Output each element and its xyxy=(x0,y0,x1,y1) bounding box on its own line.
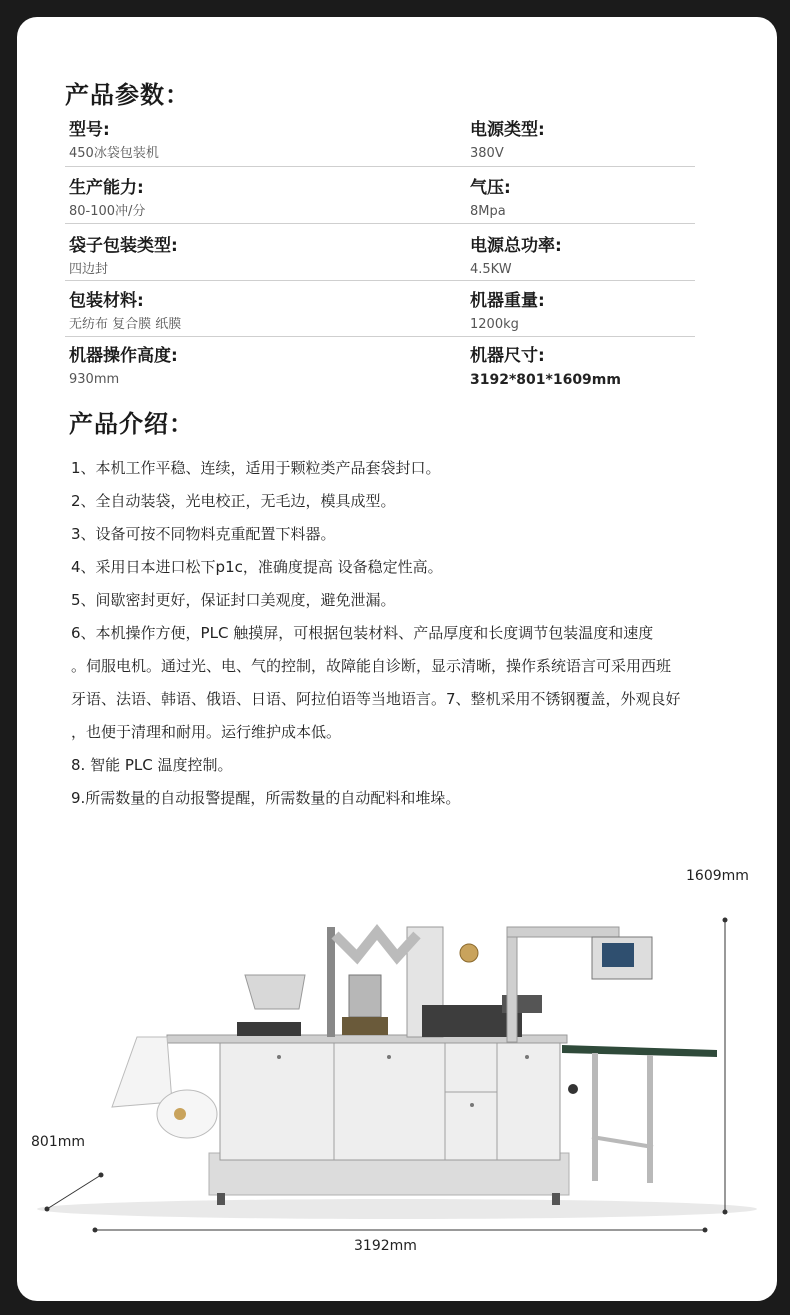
intro-line: 5、间歇密封更好，保证封口美观度，避免泄漏。 xyxy=(71,591,396,609)
sealing-head xyxy=(349,975,381,1017)
film-roll xyxy=(460,944,478,962)
param-capacity xyxy=(69,177,369,222)
floor-shadow xyxy=(37,1199,757,1219)
param-bag-type xyxy=(69,235,369,280)
intro-line: 牙语、法语、韩语、俄语、日语、阿拉伯语等当地语言。7、整机采用不锈钢覆盖，外观良好 xyxy=(71,690,681,708)
param-model xyxy=(69,119,369,164)
intro-line: ，也便于清理和耐用。运行维护成本低。 xyxy=(71,723,342,741)
param-label: 机器尺寸: xyxy=(470,346,545,366)
param-air-pressure xyxy=(470,177,770,222)
intro-title: 产品介绍： xyxy=(69,410,194,438)
foot xyxy=(552,1193,560,1205)
param-value: 无纺布 复合膜 纸膜 xyxy=(69,317,182,332)
intro-line: 9.所需数量的自动报警提醒，所需数量的自动配料和堆垛。 xyxy=(71,789,461,807)
params-title: 产品参数： xyxy=(65,81,190,109)
intro-line: 。伺服电机。通过光、电、气的控制，故障能自诊断，显示清晰，操作系统语言可采用西班 xyxy=(71,657,672,675)
touch-screen xyxy=(602,943,634,967)
feeder xyxy=(237,1022,301,1036)
intro-line: 2、全自动装袋，光电校正，无毛边，模具成型。 xyxy=(71,492,396,510)
param-power-type xyxy=(470,119,770,164)
param-label: 包装材料: xyxy=(69,291,144,311)
conveyor-leg xyxy=(592,1053,598,1181)
param-label: 机器重量: xyxy=(470,291,545,311)
param-value: 4.5KW xyxy=(470,262,512,277)
conveyor-leg xyxy=(647,1055,653,1183)
intro-line: 6、本机操作方便，PLC 触摸屏，可根据包装材料、产品厚度和长度调节包装温度和速度 xyxy=(71,624,654,642)
roll-core xyxy=(174,1108,186,1120)
intro-line: 4、采用日本进口松下p1c，准确度提高 设备稳定性高。 xyxy=(71,558,443,576)
film-feed xyxy=(112,1037,172,1107)
param-label: 袋子包装类型: xyxy=(69,236,178,256)
param-value: 8Mpa xyxy=(470,204,506,219)
intro-line: 3、设备可按不同物料克重配置下料器。 xyxy=(71,525,336,543)
conveyor-belt xyxy=(562,1045,717,1057)
param-value: 930mm xyxy=(69,372,120,387)
param-value: 380V xyxy=(470,146,504,161)
arm-boom xyxy=(507,927,619,937)
param-size xyxy=(470,345,770,390)
param-value: 四边封 xyxy=(69,262,109,277)
param-label: 气压: xyxy=(470,178,511,198)
machine-illustration xyxy=(17,857,777,1297)
param-value: 3192*801*1609mm xyxy=(470,372,621,388)
param-total-power xyxy=(470,235,770,280)
roll-post xyxy=(327,927,335,1037)
divider xyxy=(65,280,695,281)
divider xyxy=(65,336,695,337)
width-label: 3192mm xyxy=(354,1238,417,1254)
foot xyxy=(217,1193,225,1205)
param-label: 电源总功率: xyxy=(470,236,562,256)
param-value: 1200kg xyxy=(470,317,519,332)
param-material xyxy=(69,290,369,335)
product-card xyxy=(17,17,777,1301)
param-value: 450冰袋包装机 xyxy=(69,146,159,161)
arm-post xyxy=(507,927,517,1042)
intro-line: 1、本机工作平稳、连续，适用于颗粒类产品套袋封口。 xyxy=(71,459,441,477)
intro-line: 8. 智能 PLC 温度控制。 xyxy=(71,756,233,774)
param-operating-height xyxy=(69,345,369,390)
divider xyxy=(65,166,695,167)
film-web xyxy=(335,932,417,957)
machine-cabinet xyxy=(220,1042,560,1160)
param-weight xyxy=(470,290,770,335)
param-value: 80-100冲/分 xyxy=(69,204,146,219)
intro-list xyxy=(71,452,721,815)
film-roll-left xyxy=(157,1090,217,1138)
param-label: 电源类型: xyxy=(470,120,545,140)
sealing-die xyxy=(342,1017,388,1035)
divider xyxy=(65,223,695,224)
height-label: 1609mm xyxy=(686,868,749,884)
param-label: 生产能力: xyxy=(69,178,144,198)
param-label: 机器操作高度: xyxy=(69,346,178,366)
param-label: 型号: xyxy=(69,120,110,140)
depth-label: 801mm xyxy=(31,1134,85,1150)
hopper xyxy=(245,975,305,1009)
